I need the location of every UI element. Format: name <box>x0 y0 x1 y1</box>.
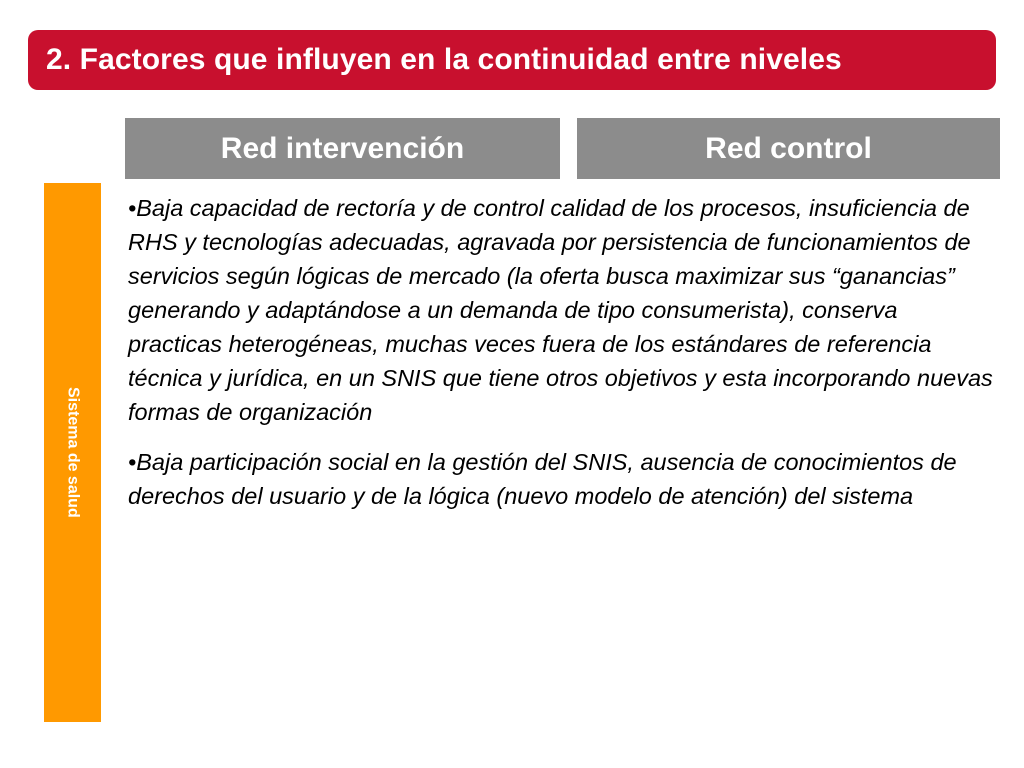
bullet-list <box>128 191 998 529</box>
bullet-item: •Baja participación social en la gestión del SNIS, ausencia de conocimientos de derechos del usuario y de la lógica (nuevo modelo de atención) del sistema <box>128 449 957 509</box>
bullet-item: •Baja capacidad de rectoría y de control calidad de los procesos, insuficiencia de RHS y tecnologías adecuadas, agravada por persistencia de funcionamientos de servicios según lógicas de mercado (la oferta busca maximizar sus “ganancias” generando y adaptándose a un demanda de tipo consumerista), conserva practicas heterogéneas, muchas veces fuera de los estándares de referencia técnica y jurídica, en un SNIS que tiene otros objetivos y esta incorporando nuevas formas de organización <box>128 195 993 425</box>
column-header-red-control: Red control <box>577 118 1000 179</box>
slide-title: 2. Factores que influyen en la continuidad entre niveles <box>46 43 842 76</box>
side-label-box <box>44 183 101 722</box>
column-header-red-intervencion: Red intervención <box>125 118 560 179</box>
slide-title-bar <box>28 30 996 90</box>
side-label: Sistema de salud <box>64 387 82 518</box>
